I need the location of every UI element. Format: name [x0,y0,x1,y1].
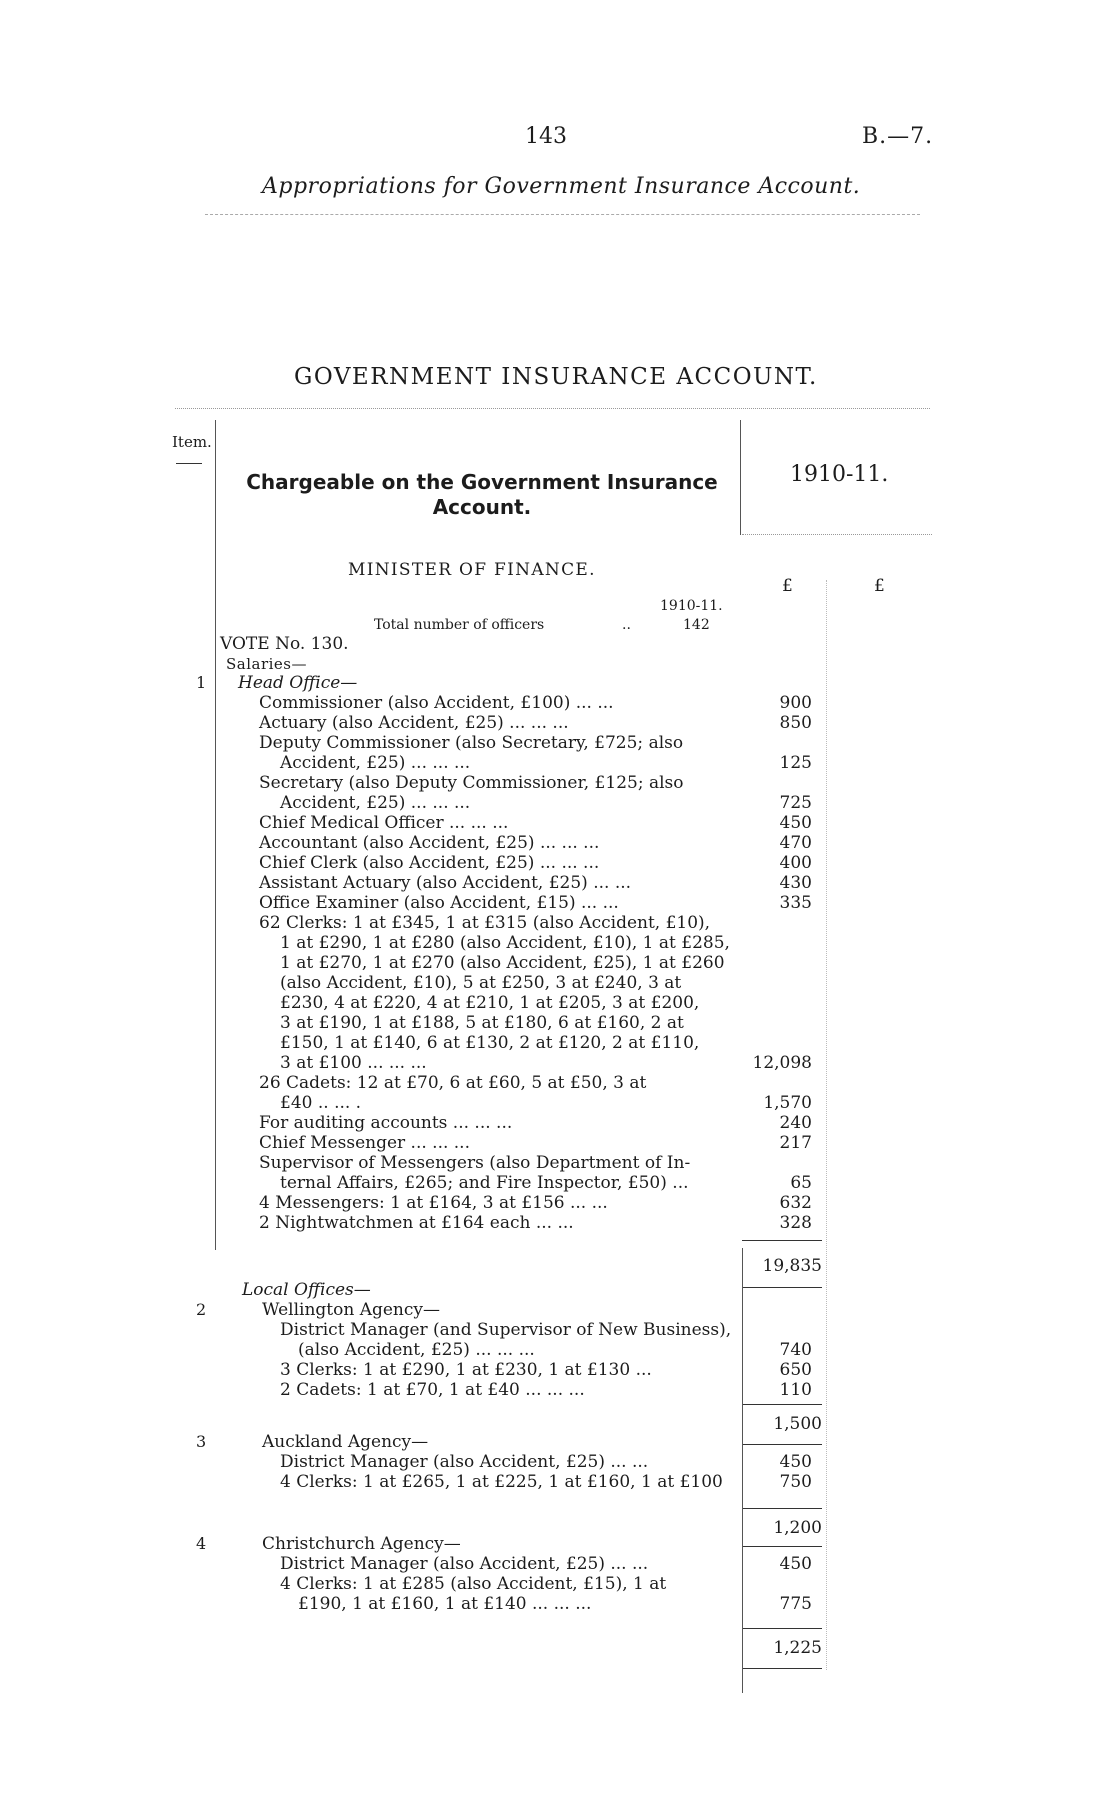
line-item: Chief Clerk (also Accident, £25) ... ... ... [259,853,600,873]
pound-sign-col1: £ [782,576,793,596]
amount: 740 [779,1340,812,1360]
item-number: 2 [196,1300,207,1319]
line-item: District Manager (also Accident, £25) ... ... [280,1554,649,1574]
line-item: 1 at £270, 1 at £270 (also Accident, £25), 1 at £260 [280,953,725,973]
vote-number: VOTE No. 130. [220,634,349,654]
line-item: £190, 1 at £160, 1 at £140 ... ... ... [298,1594,592,1614]
amount: 400 [779,853,812,873]
subtotal-rule [742,1668,822,1669]
year-header: 1910-11. [790,462,889,487]
line-item: Actuary (also Accident, £25) ... ... ... [259,713,569,733]
line-item: Office Examiner (also Accident, £15) ... ... [259,893,619,913]
line-item: For auditing accounts ... ... ... [259,1113,513,1133]
line-item: (also Accident, £25) ... ... ... [298,1340,535,1360]
line-item: 4 Messengers: 1 at £164, 3 at £156 ... ... [259,1193,608,1213]
agency-heading: Wellington Agency— [262,1300,441,1320]
subtotal-rule [742,1508,822,1509]
item-header-rule [176,463,202,464]
amount: 65 [790,1173,812,1193]
line-item: 3 at £100 ... ... ... [280,1053,427,1073]
amount: 12,098 [752,1053,812,1073]
officers-dots: .. [622,617,631,633]
amount: 725 [779,793,812,813]
item-column-header: Item. [172,433,212,451]
line-item: 3 Clerks: 1 at £290, 1 at £230, 1 at £130 ... [280,1360,652,1380]
minister-heading: MINISTER OF FINANCE. [348,560,596,580]
header-rule [205,214,920,215]
line-item: 4 Clerks: 1 at £285 (also Accident, £15), 1 at [280,1574,667,1594]
subtotal-rule [742,1628,822,1629]
amount: 430 [779,873,812,893]
line-item: £150, 1 at £140, 6 at £130, 2 at £120, 2 at £110, [280,1033,700,1053]
amount: 335 [779,893,812,913]
subtotal-amount: 19,835 [762,1256,822,1276]
agency-heading: Auckland Agency— [262,1432,429,1452]
pound-sign-col2: £ [874,576,885,596]
subtotal-amount: 1,200 [773,1518,822,1538]
page-title: GOVERNMENT INSURANCE ACCOUNT. [294,364,818,390]
officers-count: 142 [683,617,710,633]
officers-year: 1910-11. [660,598,723,614]
amount: 450 [779,1554,812,1574]
line-item: Assistant Actuary (also Accident, £25) ... ... [259,873,632,893]
subtotal-rule [742,1444,822,1445]
line-item: 2 Nightwatchmen at £164 each ... ... [259,1213,574,1233]
item-number: 1 [196,673,207,692]
item-number: 3 [196,1432,207,1451]
amount: 470 [779,833,812,853]
line-item: Chief Medical Officer ... ... ... [259,813,509,833]
amount: 775 [779,1594,812,1614]
line-item: Accident, £25) ... ... ... [280,753,471,773]
line-item: Secretary (also Deputy Commissioner, £125; also [259,773,684,793]
subtotal-rule [742,1404,822,1405]
item-number: 4 [196,1534,207,1553]
year-column-divider [740,420,741,535]
amount: 900 [779,693,812,713]
subtotal-rule [742,1240,822,1241]
line-item: District Manager (and Supervisor of New Business), [280,1320,732,1340]
line-item: 3 at £190, 1 at £188, 5 at £180, 6 at £160, 2 at [280,1013,684,1033]
line-item: 1 at £290, 1 at £280 (also Accident, £10), 1 at £285, [280,933,730,953]
line-item: 2 Cadets: 1 at £70, 1 at £40 ... ... ... [280,1380,585,1400]
year-header-rule [742,534,932,535]
line-item: (also Accident, £10), 5 at £250, 3 at £240, 3 at [280,973,682,993]
line-item: Accountant (also Accident, £25) ... ... ... [259,833,600,853]
amount: 217 [779,1133,812,1153]
amount: 125 [779,753,812,773]
line-item: Chief Messenger ... ... ... [259,1133,470,1153]
line-item: £40 .. ... . [280,1093,362,1113]
agency-heading: Christchurch Agency— [262,1534,461,1554]
officers-label: Total number of officers [374,617,545,633]
section-heading: Head Office— [238,673,358,693]
amount: 850 [779,713,812,733]
line-item: Deputy Commissioner (also Secretary, £725; also [259,733,684,753]
amount: 450 [779,1452,812,1472]
running-title: Appropriations for Government Insurance Account. [262,174,861,199]
subtotal-amount: 1,225 [773,1638,822,1658]
page-number: 143 [525,124,567,149]
subtotal-rule [742,1546,822,1547]
amount: 750 [779,1472,812,1492]
document-reference: B.—7. [862,124,934,149]
title-rule [175,408,930,409]
salaries-heading: Salaries— [226,655,308,673]
item-column-divider [215,420,216,1250]
chargeable-heading [237,470,727,520]
subtotal-rule [742,1287,822,1288]
line-item: £230, 4 at £220, 4 at £210, 1 at £205, 3 at £200, [280,993,700,1013]
chargeable-heading-line1: Chargeable on the Government Insurance [246,470,718,494]
total-column-divider [742,1248,743,1693]
line-item: Supervisor of Messengers (also Department of In- [259,1153,691,1173]
amount: 650 [779,1360,812,1380]
section-heading: Local Offices— [242,1280,371,1300]
amount: 450 [779,813,812,833]
amount: 632 [779,1193,812,1213]
chargeable-heading-line2: Account. [432,495,532,519]
amount: 240 [779,1113,812,1133]
subtotal-amount: 1,500 [773,1414,822,1434]
line-item: 62 Clerks: 1 at £345, 1 at £315 (also Accident, £10), [259,913,711,933]
line-item: 26 Cadets: 12 at £70, 6 at £60, 5 at £50, 3 at [259,1073,647,1093]
line-item: Accident, £25) ... ... ... [280,793,471,813]
line-item: ternal Affairs, £265; and Fire Inspector, £50) ... [280,1173,689,1193]
amount-column-divider [826,580,827,1670]
line-item: 4 Clerks: 1 at £265, 1 at £225, 1 at £160, 1 at £100 [280,1472,723,1492]
line-item: District Manager (also Accident, £25) ... ... [280,1452,649,1472]
amount: 328 [779,1213,812,1233]
line-item: Commissioner (also Accident, £100) ... ... [259,693,614,713]
amount: 110 [779,1380,812,1400]
amount: 1,570 [763,1093,812,1113]
